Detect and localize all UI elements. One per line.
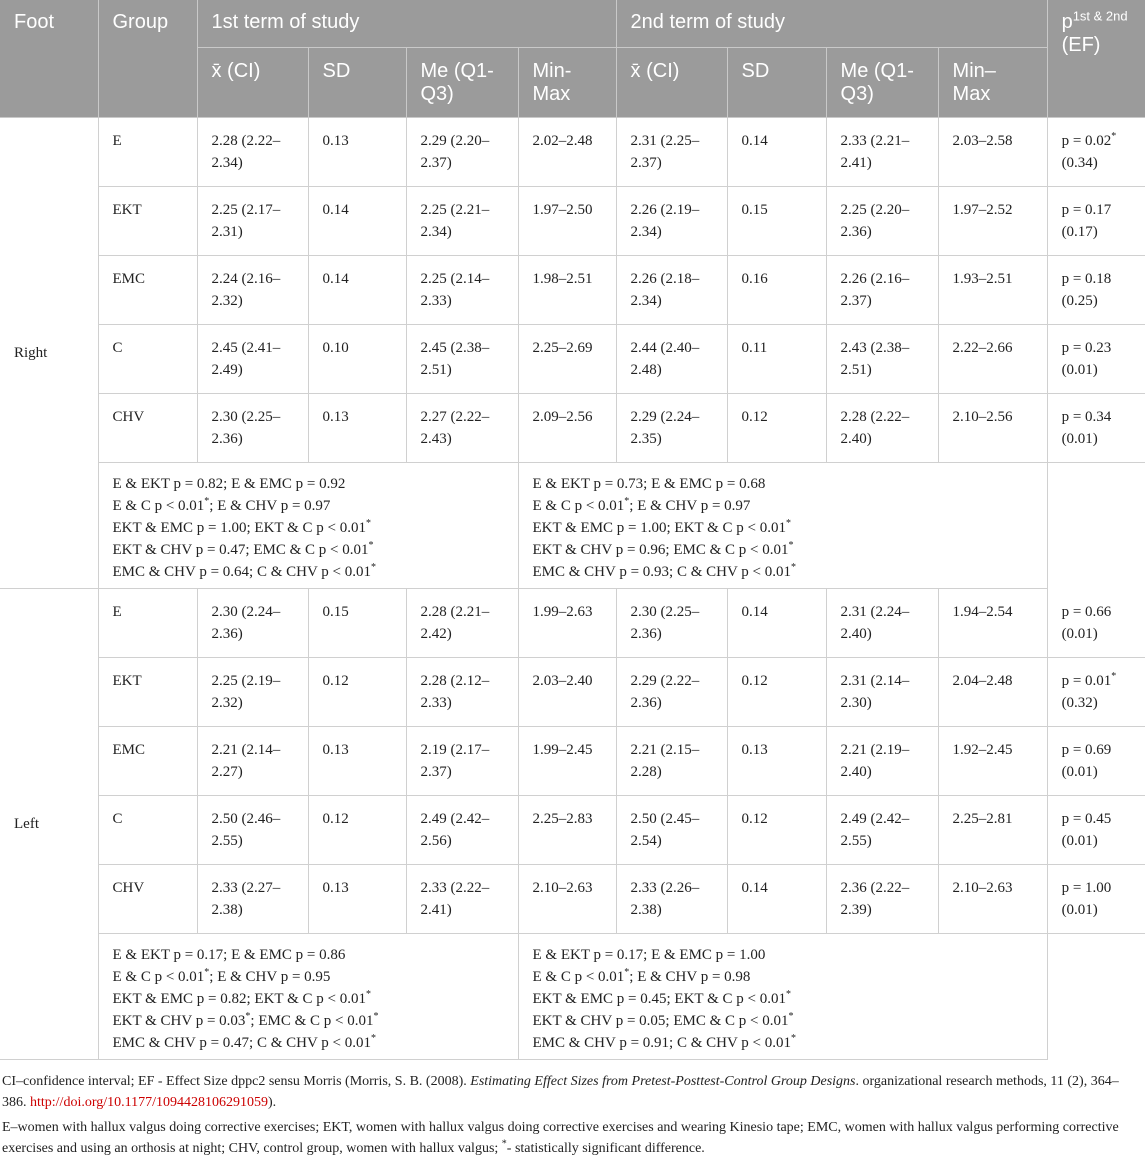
col-mean-ci-1: x̄ (CI) xyxy=(197,48,308,118)
comparison-line: EKT & CHV p = 0.05; EMC & C p < 0.01* xyxy=(532,1011,794,1029)
comparison-line: EMC & CHV p = 0.91; C & CHV p < 0.01* xyxy=(532,1033,796,1051)
median-2: 2.36 (2.22–2.39) xyxy=(826,865,938,934)
median-1: 2.19 (2.17–2.37) xyxy=(406,727,518,796)
mean-ci-1: 2.28 (2.22–2.34) xyxy=(197,118,308,187)
minmax-2: 2.10–2.63 xyxy=(938,865,1047,934)
comparison-line: E & EKT p = 0.73; E & EMC p = 0.68 xyxy=(532,476,766,492)
median-1: 2.45 (2.38–2.51) xyxy=(406,325,518,394)
mean-ci-2: 2.50 (2.45–2.54) xyxy=(616,796,727,865)
table-row xyxy=(0,187,1145,256)
mean-ci-2: 2.31 (2.25–2.37) xyxy=(616,118,727,187)
minmax-2: 1.93–2.51 xyxy=(938,256,1047,325)
median-2: 2.21 (2.19–2.40) xyxy=(826,727,938,796)
sd-2: 0.16 xyxy=(727,256,826,325)
comparison-line: EKT & EMC p = 0.82; EKT & C p < 0.01* xyxy=(112,989,371,1007)
comparison-line: E & C p < 0.01*; E & CHV p = 0.95 xyxy=(112,967,331,985)
mean-ci-2: 2.26 (2.19–2.34) xyxy=(616,187,727,256)
comparison-row xyxy=(0,934,1145,1060)
table-row xyxy=(0,256,1145,325)
median-1: 2.33 (2.22–2.41) xyxy=(406,865,518,934)
sd-2: 0.14 xyxy=(727,865,826,934)
median-1: 2.27 (2.22–2.43) xyxy=(406,394,518,463)
p-value: p = 0.34 (0.01) xyxy=(1047,394,1145,463)
minmax-2: 2.03–2.58 xyxy=(938,118,1047,187)
comparison-line: EKT & CHV p = 0.03*; EMC & C p < 0.01* xyxy=(112,1011,379,1029)
minmax-2: 2.04–2.48 xyxy=(938,658,1047,727)
minmax-1: 1.97–2.50 xyxy=(518,187,616,256)
minmax-2: 2.10–2.56 xyxy=(938,394,1047,463)
group-cell: E xyxy=(98,118,197,187)
minmax-2: 2.22–2.66 xyxy=(938,325,1047,394)
median-2: 2.49 (2.42–2.55) xyxy=(826,796,938,865)
comparison-line: EKT & EMC p = 0.45; EKT & C p < 0.01* xyxy=(532,989,791,1007)
col-mean-ci-2: x̄ (CI) xyxy=(616,48,727,118)
table-notes xyxy=(0,1060,1145,1159)
p-value: p = 0.23 (0.01) xyxy=(1047,325,1145,394)
sd-1: 0.13 xyxy=(308,118,406,187)
median-1: 2.29 (2.20–2.37) xyxy=(406,118,518,187)
comparison-line: EKT & CHV p = 0.47; EMC & C p < 0.01* xyxy=(112,540,374,558)
col-median-2: Me (Q1-Q3) xyxy=(826,48,938,118)
comparison-line: E & EKT p = 0.82; E & EMC p = 0.92 xyxy=(112,476,346,492)
minmax-1: 2.03–2.40 xyxy=(518,658,616,727)
sd-1: 0.15 xyxy=(308,589,406,658)
sd-2: 0.14 xyxy=(727,118,826,187)
pairwise-comparisons xyxy=(98,463,518,589)
p-value: p = 0.18 (0.25) xyxy=(1047,256,1145,325)
mean-ci-2: 2.30 (2.25–2.36) xyxy=(616,589,727,658)
table-row xyxy=(0,394,1145,463)
doi-link[interactable]: http://doi.org/10.1177/1094428106291059 xyxy=(30,1095,269,1110)
minmax-1: 2.02–2.48 xyxy=(518,118,616,187)
minmax-1: 2.25–2.69 xyxy=(518,325,616,394)
median-1: 2.28 (2.12–2.33) xyxy=(406,658,518,727)
mean-ci-1: 2.21 (2.14–2.27) xyxy=(197,727,308,796)
median-1: 2.49 (2.42–2.56) xyxy=(406,796,518,865)
mean-ci-2: 2.44 (2.40–2.48) xyxy=(616,325,727,394)
mean-ci-1: 2.33 (2.27–2.38) xyxy=(197,865,308,934)
median-1: 2.25 (2.21–2.34) xyxy=(406,187,518,256)
sd-1: 0.12 xyxy=(308,796,406,865)
group-cell: EKT xyxy=(98,658,197,727)
group-cell: EMC xyxy=(98,727,197,796)
col-sd-1: SD xyxy=(308,48,406,118)
minmax-1: 1.99–2.63 xyxy=(518,589,616,658)
mean-ci-2: 2.26 (2.18–2.34) xyxy=(616,256,727,325)
comparison-line: E & C p < 0.01*; E & CHV p = 0.97 xyxy=(112,496,331,514)
group-cell: C xyxy=(98,796,197,865)
mean-ci-1: 2.24 (2.16–2.32) xyxy=(197,256,308,325)
p-value: p = 0.66 (0.01) xyxy=(1047,589,1145,658)
table-row xyxy=(0,325,1145,394)
median-2: 2.43 (2.38–2.51) xyxy=(826,325,938,394)
col-minmax-2: Min–Max xyxy=(938,48,1047,118)
comparison-line: E & C p < 0.01*; E & CHV p = 0.97 xyxy=(532,496,751,514)
pairwise-comparisons xyxy=(518,934,1047,1060)
mean-ci-2: 2.29 (2.24–2.35) xyxy=(616,394,727,463)
col-sd-2: SD xyxy=(727,48,826,118)
mean-ci-1: 2.30 (2.24–2.36) xyxy=(197,589,308,658)
sd-1: 0.14 xyxy=(308,256,406,325)
minmax-2: 1.94–2.54 xyxy=(938,589,1047,658)
group-cell: EKT xyxy=(98,187,197,256)
comparison-line: EMC & CHV p = 0.47; C & CHV p < 0.01* xyxy=(112,1033,376,1051)
median-1: 2.28 (2.21–2.42) xyxy=(406,589,518,658)
group-cell: CHV xyxy=(98,865,197,934)
mean-ci-2: 2.21 (2.15–2.28) xyxy=(616,727,727,796)
comparison-line: EMC & CHV p = 0.64; C & CHV p < 0.01* xyxy=(112,562,376,580)
comparison-line: E & C p < 0.01*; E & CHV p = 0.98 xyxy=(532,967,751,985)
comparison-line: EKT & CHV p = 0.96; EMC & C p < 0.01* xyxy=(532,540,794,558)
median-1: 2.25 (2.14–2.33) xyxy=(406,256,518,325)
median-2: 2.28 (2.22–2.40) xyxy=(826,394,938,463)
table-row xyxy=(0,589,1145,658)
comparison-line: EKT & EMC p = 1.00; EKT & C p < 0.01* xyxy=(112,518,371,536)
mean-ci-1: 2.25 (2.19–2.32) xyxy=(197,658,308,727)
table-row xyxy=(0,796,1145,865)
comparison-line: EMC & CHV p = 0.93; C & CHV p < 0.01* xyxy=(532,562,796,580)
mean-ci-1: 2.25 (2.17–2.31) xyxy=(197,187,308,256)
header-term2: 2nd term of study xyxy=(616,0,1047,48)
median-2: 2.25 (2.20–2.36) xyxy=(826,187,938,256)
mean-ci-1: 2.45 (2.41–2.49) xyxy=(197,325,308,394)
p-value: p = 0.45 (0.01) xyxy=(1047,796,1145,865)
sd-1: 0.12 xyxy=(308,658,406,727)
group-cell: EMC xyxy=(98,256,197,325)
sd-1: 0.10 xyxy=(308,325,406,394)
table-row xyxy=(0,727,1145,796)
header-foot: Foot xyxy=(0,0,98,118)
sd-2: 0.14 xyxy=(727,589,826,658)
note-groups: E–women with hallux valgus doing corrective exercises; EKT, women with hallux valgus doing corrective exercises and wearing Kinesio tape; EMC, women with hallux valgus performing corrective exercises and using an orthosis at night; CHV, control group, women with hallux valgus; *- statistically significant difference. xyxy=(2,1120,1119,1156)
sd-2: 0.13 xyxy=(727,727,826,796)
table-row xyxy=(0,865,1145,934)
foot-right: Right xyxy=(0,118,98,589)
col-minmax-1: Min-Max xyxy=(518,48,616,118)
sd-1: 0.13 xyxy=(308,394,406,463)
p-value: p = 0.69 (0.01) xyxy=(1047,727,1145,796)
p-value: p = 0.02*(0.34) xyxy=(1047,118,1145,187)
p-value: p = 1.00 (0.01) xyxy=(1047,865,1145,934)
sd-2: 0.12 xyxy=(727,796,826,865)
median-2: 2.26 (2.16–2.37) xyxy=(826,256,938,325)
foot-left: Left xyxy=(0,589,98,1060)
pairwise-comparisons xyxy=(518,463,1047,589)
comparison-row xyxy=(0,463,1145,589)
header-term1: 1st term of study xyxy=(197,0,616,48)
col-median-1: Me (Q1-Q3) xyxy=(406,48,518,118)
table-row xyxy=(0,658,1145,727)
minmax-1: 2.25–2.83 xyxy=(518,796,616,865)
minmax-1: 1.99–2.45 xyxy=(518,727,616,796)
mean-ci-2: 2.33 (2.26–2.38) xyxy=(616,865,727,934)
sd-2: 0.12 xyxy=(727,658,826,727)
mean-ci-1: 2.50 (2.46–2.55) xyxy=(197,796,308,865)
sd-2: 0.11 xyxy=(727,325,826,394)
sd-1: 0.13 xyxy=(308,727,406,796)
median-2: 2.31 (2.24–2.40) xyxy=(826,589,938,658)
median-2: 2.33 (2.21–2.41) xyxy=(826,118,938,187)
mean-ci-1: 2.30 (2.25–2.36) xyxy=(197,394,308,463)
sd-1: 0.14 xyxy=(308,187,406,256)
group-cell: E xyxy=(98,589,197,658)
minmax-1: 2.10–2.63 xyxy=(518,865,616,934)
sd-2: 0.12 xyxy=(727,394,826,463)
sd-1: 0.13 xyxy=(308,865,406,934)
median-2: 2.31 (2.14–2.30) xyxy=(826,658,938,727)
comparison-line: EKT & EMC p = 1.00; EKT & C p < 0.01* xyxy=(532,518,791,536)
p-value: p = 0.17 (0.17) xyxy=(1047,187,1145,256)
minmax-2: 2.25–2.81 xyxy=(938,796,1047,865)
group-cell: CHV xyxy=(98,394,197,463)
mean-ci-2: 2.29 (2.22–2.36) xyxy=(616,658,727,727)
comparison-line: E & EKT p = 0.17; E & EMC p = 0.86 xyxy=(112,947,346,963)
header-p: $p^{1st \& 2nd}$ (EF) xyxy=(1047,0,1145,118)
comparison-line: E & EKT p = 0.17; E & EMC p = 1.00 xyxy=(532,947,766,963)
sd-2: 0.15 xyxy=(727,187,826,256)
minmax-1: 2.09–2.56 xyxy=(518,394,616,463)
pairwise-comparisons xyxy=(98,934,518,1060)
table-row xyxy=(0,118,1145,187)
minmax-2: 1.97–2.52 xyxy=(938,187,1047,256)
minmax-2: 1.92–2.45 xyxy=(938,727,1047,796)
group-cell: C xyxy=(98,325,197,394)
note-ci-ef: CI–confidence interval; EF - Effect Size dppc2 sensu Morris (Morris, S. B. (2008). Estimating Effect Sizes from Pretest-Posttest-Control Group Designs. organizational research methods, 11 (2), 364–386. http://doi.org/10.1177/1094428106291059). xyxy=(2,1074,1119,1110)
header-group: Group xyxy=(98,0,197,118)
p-value: p = 0.01*(0.32) xyxy=(1047,658,1145,727)
minmax-1: 1.98–2.51 xyxy=(518,256,616,325)
